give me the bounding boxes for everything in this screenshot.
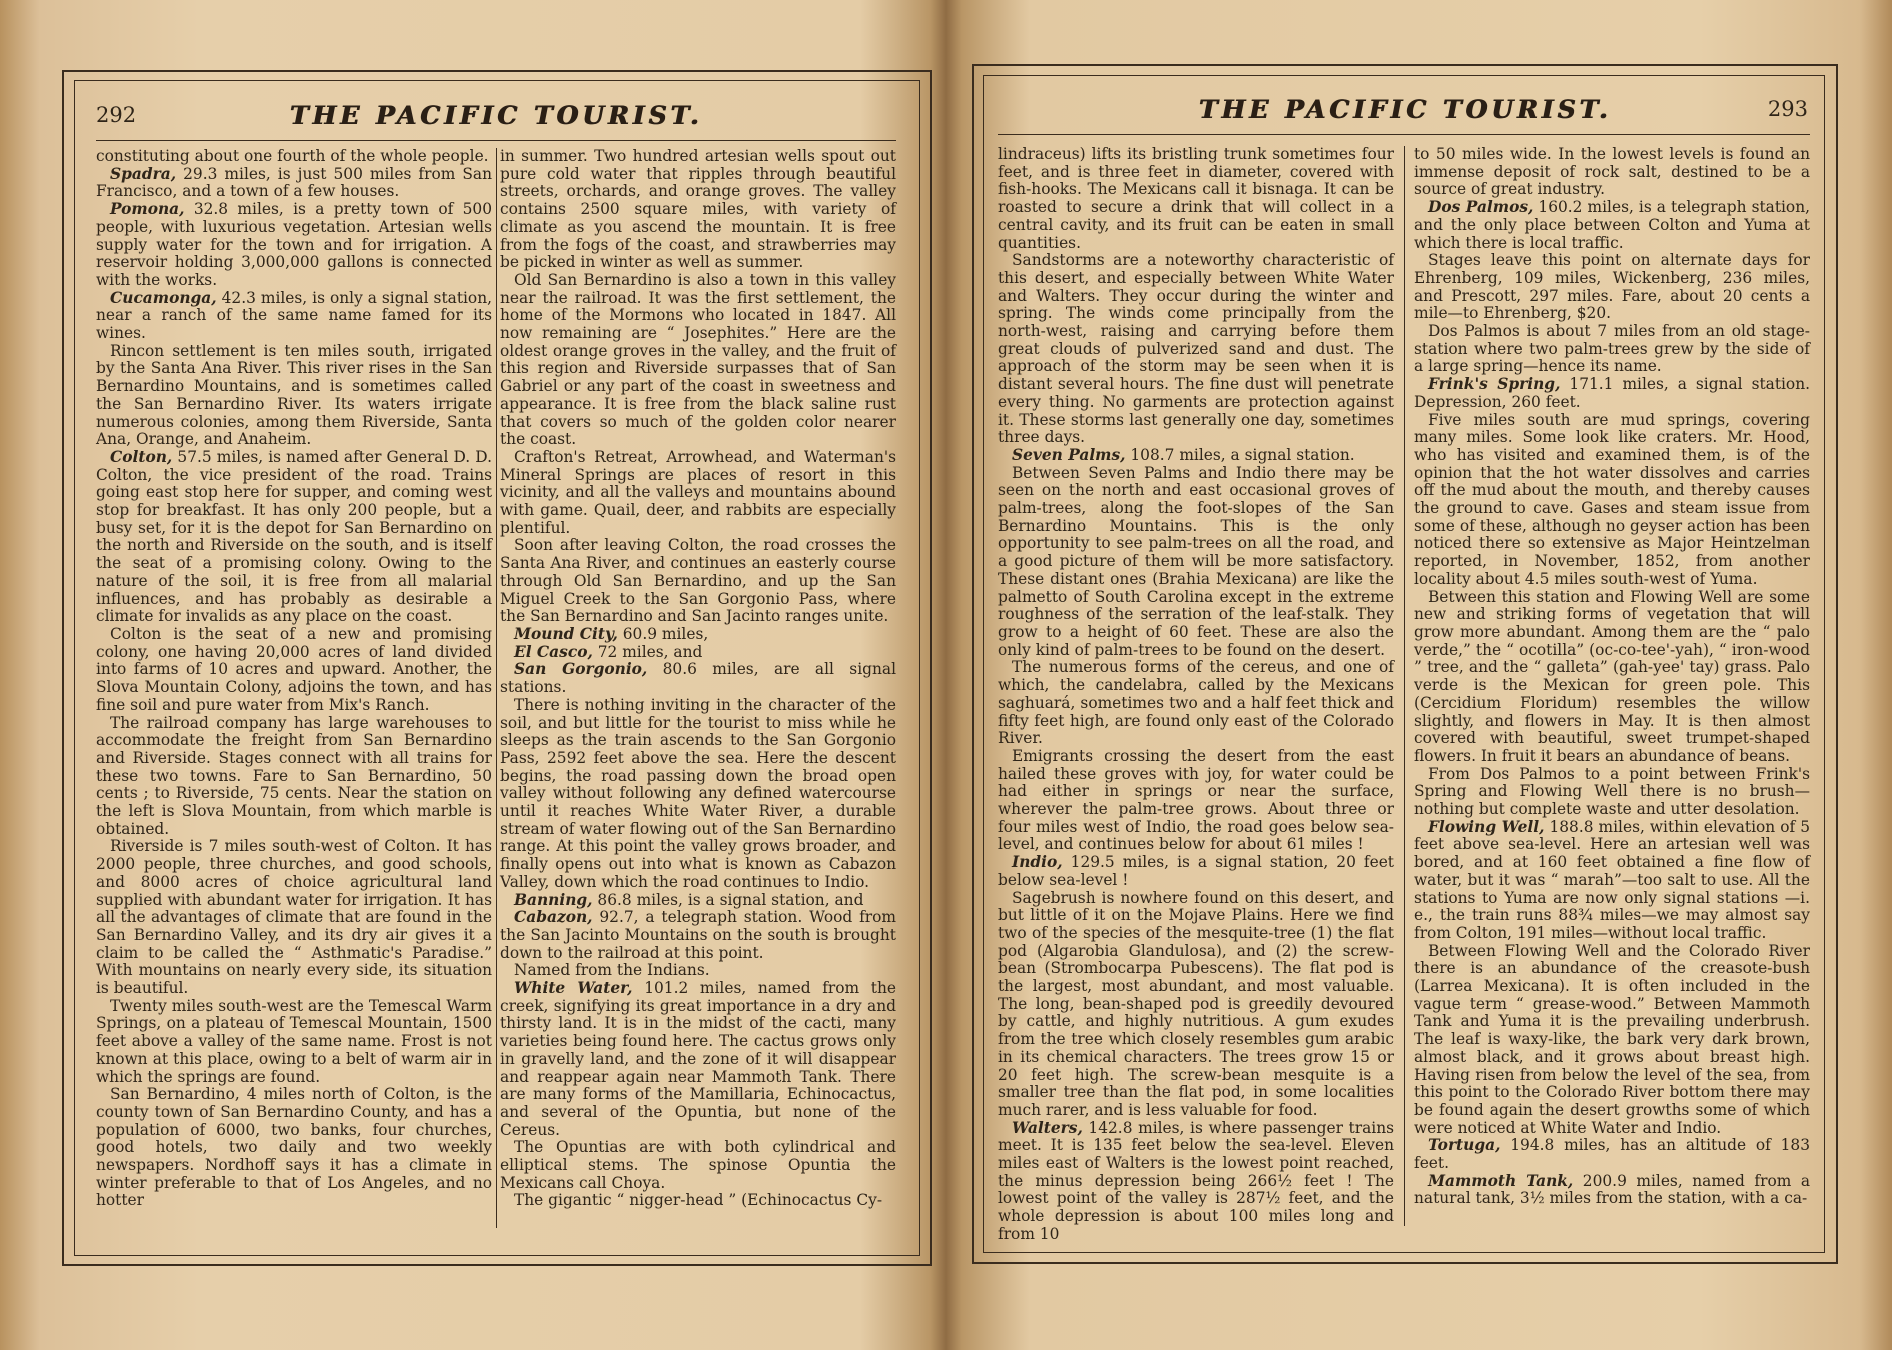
station-name: Cucamonga,: [110, 288, 217, 307]
paragraph: [998, 465, 1394, 660]
station-paragraph: [1414, 1137, 1810, 1172]
station-paragraph: [500, 909, 896, 962]
station-name: Dos Palmos,: [1428, 198, 1534, 217]
station-name: San Gorgonio,: [514, 660, 648, 679]
paragraph-text: 108.7 miles, a signal station.: [1125, 445, 1355, 464]
paragraph: [998, 146, 1394, 252]
paragraph: [96, 715, 492, 839]
station-name: Colton,: [110, 447, 173, 466]
column-divider: [496, 148, 497, 1228]
paragraph-text: Riverside is 7 miles south-west of Colton. It has 2000 people, three churches, and good schools, and 8000 acres of choice agricultural land supplied with abundant water for irrigation. It has all the advantages of climate that are found in the San Bernardino Valley, and its dry air gives it a claim to be called the “ Asthmatic's Paradise.” With mountains on nearly every side, its situation is beautiful.: [96, 837, 492, 998]
paragraph-text: Sagebrush is nowhere found on this desert, and but little of it on the Mojave Plains. Here we find two of the species of the mesquite-tree (1) the flat pod (Algarobia Glandulosa), and (2) the screw-bean (Strombocarpa Pubescens). The flat pod is the largest, most abundant, and most valuable. The long, bean-shaped pod is greedily devoured by cattle, and highly nutritious. A gum exudes from the tree which closely resembles gum arabic in its chemical characters. The trees grow 15 or 20 feet high. The screw-bean mesquite is a smaller tree than the flat pod, in some localities much rarer, and is less valuable for food.: [998, 888, 1394, 1119]
paragraph-text: 80.6 miles, are all signal stations.: [500, 660, 896, 697]
station-paragraph: [500, 644, 896, 662]
station-name: Mammoth Tank,: [1428, 1171, 1574, 1190]
station-paragraph: [500, 980, 896, 1139]
paragraph-text: From Dos Palmos to a point between Frink's Spring and Flowing Well there is no brush—nothing but complete waste and utter desolation.: [1414, 764, 1810, 819]
paragraph-text: 86.8 miles, is a signal station, and: [592, 890, 864, 909]
paragraph-text: lindraceus) lifts its bristling trunk sometimes four feet, and is three feet in diameter, covered with fish-hooks. The Mexicans call it bisnaga. It can be roasted to secure a drink that will collect in a central cavity, and its fruit can be eaten in small quantities.: [998, 145, 1394, 252]
page-header: [1002, 86, 1808, 132]
station-paragraph: [96, 290, 492, 343]
running-title: THE PACIFIC TOURIST.: [289, 100, 703, 130]
header-rule: [998, 134, 1810, 135]
paragraph-text: The Opuntias are with both cylindrical and elliptical stems. The spinose Opuntia the Mexicans call Choya.: [500, 1138, 896, 1192]
paragraph: [96, 998, 492, 1087]
running-title: THE PACIFIC TOURIST.: [1198, 94, 1612, 124]
page-header: [96, 92, 896, 138]
paragraph-text: Soon after leaving Colton, the road crosses the Santa Ana River, and continues an easterly course through Old San Bernardino, and up the San Miguel Creek to the San Gorgonio Pass, where the San Bernardino and San Jacinto ranges unite.: [500, 536, 896, 626]
paragraph-text: to 50 miles wide. In the lowest levels is found an immense deposit of rock salt, destined to be a source of great industry.: [1414, 145, 1810, 199]
paragraph: [1414, 146, 1810, 199]
paragraph-text: 129.5 miles, is a signal station, 20 feet below sea-level !: [998, 853, 1394, 889]
paragraph-text: 92.7, a telegraph station. Wood from the San Jacinto Mountains on the south is brought down to the railroad at this point.: [500, 908, 896, 962]
column-divider: [1404, 146, 1405, 1226]
station-name: El Casco,: [514, 642, 593, 661]
paragraph-text: 194.8 miles, has an altitude of 183 feet.: [1414, 1136, 1810, 1173]
paragraph-text: Crafton's Retreat, Arrowhead, and Waterman's Mineral Springs are places of resort in this vicinity, and all the valleys and mountains abound with game. Quail, deer, and rabbits are especially plentiful.: [500, 447, 896, 537]
station-paragraph: [500, 892, 896, 910]
paragraph: [998, 252, 1394, 447]
station-name: White Water,: [514, 979, 633, 998]
right-page: [946, 0, 1892, 1350]
paragraph-text: 101.2 miles, named from the creek, signifying its great importance in a dry and thirsty land. It is in the midst of the cacti, many varieties being found here. The cactus grows only in gravelly land, and the zone of it will disappear and reappear again near Mammoth Tank. There are many forms of the Mamillaria, Echinocactus, and several of the Opuntia, but none of the Cereus.: [500, 979, 897, 1139]
station-paragraph: [998, 1120, 1394, 1244]
station-name: Indio,: [1012, 853, 1063, 872]
station-name: Cabazon,: [514, 908, 593, 927]
paragraph: [1414, 412, 1810, 589]
paragraph-text: San Bernardino, 4 miles north of Colton, is the county town of San Bernardino County, and has a population of 6000, two banks, four churches, good hotels, two daily and two weekly newspapers. Nordhoff says it has a climate in winter preferable to that of Los Angeles, and no hotter: [96, 1085, 492, 1210]
station-paragraph: [998, 447, 1394, 465]
paragraph-text: Rincon settlement is ten miles south, irrigated by the Santa Ana River. This river rises in the San Bernardino Mountains, and is sometimes called the San Bernardino River. Its waters irrigate numerous colonies, among them Riverside, Santa Ana, Orange, and Anaheim.: [96, 341, 492, 449]
paragraph-text: Dos Palmos is about 7 miles from an old stage-station where two palm-trees grew by the side of a large spring—hence its name.: [1414, 322, 1810, 376]
paragraph-text: 160.2 miles, is a telegraph station, and the only place between Colton and Yuma at which there is local traffic.: [1414, 198, 1811, 252]
station-name: Mound City,: [514, 624, 618, 643]
paragraph: [998, 659, 1394, 748]
paragraph: [500, 449, 896, 538]
paragraph-text: Stages leave this point on alternate days for Ehrenberg, 109 miles, Wickenberg, 236 miles, and Prescott, 297 miles. Fare, about 20 cents a mile—to Ehrenberg, $20.: [1414, 251, 1810, 323]
paragraph-text: Twenty miles south-west are the Temescal Warm Springs, on a plateau of Temescal Mountain, 1500 feet above a valley of the same name. Frost is not known at this place, owing to a belt of warm air in which the springs are found.: [96, 996, 492, 1086]
paragraph: [96, 343, 492, 449]
header-rule: [96, 140, 896, 141]
paragraph-text: 29.3 miles, is just 500 miles from San Francisco, and a town of a few houses.: [96, 164, 492, 201]
paragraph: [96, 626, 492, 715]
paragraph-text: There is nothing inviting in the character of the soil, and but little for the tourist to miss while he sleeps as the train ascends to the San Gorgonio Pass, 2592 feet above the sea. Here the descent begins, the road passing down the broad open valley without following any defined watercourse until it reaches White Water River, a durable stream of water flowing out of the San Bernardino range. At this point the valley grows broader, and finally opens out into what is known as Cabazon Valley, down which the road continues to Indio.: [500, 695, 896, 891]
paragraph-text: Colton is the seat of a new and promising colony, one having 20,000 acres of land divided into farms of 10 acres and upward. Another, the Slova Mountain Colony, adjoins the town, and has fine soil and pure water from Mix's Ranch.: [96, 624, 492, 714]
text-column: [96, 148, 492, 1228]
station-paragraph: [500, 626, 896, 644]
paragraph-text: 200.9 miles, named from a natural tank, 3½ miles from the station, with a ca-: [1414, 1171, 1810, 1208]
station-name: Banning,: [514, 890, 593, 909]
paragraph: [1414, 589, 1810, 766]
paragraph: [500, 1139, 896, 1192]
paragraph: [96, 148, 492, 166]
paragraph-text: constituting about one fourth of the whole people.: [96, 147, 489, 165]
station-paragraph: [96, 449, 492, 626]
station-name: Spadra,: [110, 164, 177, 183]
paragraph-text: Sandstorms are a noteworthy characteristic of this desert, and especially between White Water and Walters. They occur during the winter and spring. The winds come principally from the north-west, raising and carrying before them great clouds of pulverized sand and dust. The approach of the storm may be seen when it is distant several hours. The fine dust will penetrate every thing. No garments are protection against it. These storms last generally one day, sometimes three days.: [998, 251, 1394, 447]
paragraph: [96, 1086, 492, 1210]
paragraph-text: The gigantic “ nigger-head ” (Echinocactus Cy-: [514, 1191, 883, 1210]
paragraph: [500, 272, 896, 449]
paragraph: [500, 537, 896, 626]
paragraph: [96, 838, 492, 997]
paragraph-text: Named from the Indians.: [514, 961, 710, 980]
text-column: [1414, 146, 1810, 1226]
page-number: 293: [1767, 97, 1808, 121]
paragraph: [1414, 943, 1810, 1138]
paragraph: [500, 1192, 896, 1210]
page-number: 292: [96, 103, 137, 127]
paragraph: [500, 697, 896, 892]
station-name: Flowing Well,: [1428, 817, 1545, 836]
station-paragraph: [998, 854, 1394, 889]
paragraph-text: Between this station and Flowing Well are some new and striking forms of vegetation that will grow more abundant. Among them are the “ palo verde,” the “ ocotilla” (oc-co-tee'-yah), “ iron-wood ” tree, and the “ galleta” (gah-yee' tay) grass. Palo verde is the Mexican for green pole. This (Cercidium Floridum) resembles the willow slightly, and flowers in May. It is then almost covered with beautiful, sweet trumpet-shaped flowers. In fruit it bears an abundance of beans.: [1414, 587, 1810, 765]
paragraph-text: 60.9 miles,: [617, 624, 709, 643]
text-column: [998, 145, 1394, 1243]
paragraph: [1414, 766, 1810, 819]
station-paragraph: [1414, 1173, 1810, 1208]
paragraph-text: 142.8 miles, is where passenger trains meet. It is 135 feet below the sea-level. Eleven miles east of Walters is the lowest point reached, the minus depression being 266½ feet ! The lowest point of the valley is 287½ feet, and the whole depression is about 100 miles long and from 10: [998, 1118, 1394, 1243]
station-paragraph: [1414, 199, 1810, 252]
paragraph-text: 188.8 miles, within elevation of 5 feet above sea-level. Here an artesian well was bored, and at 160 feet obtained a fine flow of water, but it was “ marah”—too salt to use. All the stations to Yuma are now only signal stations —i. e., the train runs 88¾ miles—we may almost say from Colton, 191 miles—without local traffic.: [1414, 817, 1810, 942]
text-column: [500, 148, 896, 1228]
paragraph: [1414, 323, 1810, 376]
paragraph-text: The railroad company has large warehouses to accommodate the freight from San Bernardino and Riverside. Stages connect with all trains for these two towns. Fare to San Bernardino, 50 cents ; to Riverside, 75 cents. Near the station on the left is Slova Mountain, from which marble is obtained.: [96, 713, 492, 838]
text-columns: [96, 148, 896, 1228]
station-paragraph: [96, 166, 492, 201]
paragraph: [500, 962, 896, 980]
station-paragraph: [96, 201, 492, 290]
station-name: Tortuga,: [1428, 1136, 1501, 1155]
paragraph-text: 42.3 miles, is only a signal station, near a ranch of the same name famed for its wines.: [96, 288, 492, 343]
paragraph-text: Emigrants crossing the desert from the east hailed these groves with joy, for water could be had either in springs or near the surface, wherever the palm-tree grows. About three or four miles west of Indio, the road goes below sea-level, and continues below for about 61 miles !: [998, 746, 1394, 854]
paragraph-text: Between Flowing Well and the Colorado River there is an abundance of the creasote-bush (Larrea Mexicana). It is often included in the vague term “ grease-wood.” Between Mammoth Tank and Yuma it is the prevailing underbrush. The leaf is waxy-like, the bark very dark brown, almost black, and it grows about breast high. Having risen from below the level of the sea, from this point to the Colorado River bottom there may be found again the desert growths some of which were noticed at White Water and Indio.: [1414, 941, 1810, 1137]
paragraph-text: 32.8 miles, is a pretty town of 500 people, with luxurious vegetation. Artesian wells supply water for the town and for irrigation. A reservoir holding 3,000,000 gallons is connected with the works.: [96, 200, 492, 289]
paragraph: [998, 748, 1394, 854]
station-name: Frink's Spring,: [1428, 375, 1561, 394]
paragraph-text: Between Seven Palms and Indio there may be seen on the north and east occasional groves of palm-trees, along the foot-slopes of the San Bernardino Mountains. This is the only opportunity to see palm-trees on all the road, and a good picture of them will be more satisfactory. These distant ones (Brahia Mexicana) are like the palmetto of South Carolina except in the extreme roughness of the serration of the leaf-stalk. They grow to a height of 60 feet. These are also the only kind of palm-trees to be found on the desert.: [998, 463, 1394, 659]
station-name: Seven Palms,: [1012, 445, 1126, 464]
station-name: Pomona,: [110, 200, 185, 219]
station-name: Walters,: [1012, 1118, 1083, 1137]
paragraph-text: in summer. Two hundred artesian wells spout out pure cold water that ripples through beautiful streets, orchards, and orange groves. The valley contains 2500 square miles, with variety of climate as you ascend the mountain. It is free from the fogs of the coast, and strawberries may be picked in winter as well as summer.: [500, 147, 896, 272]
paragraph-text: 171.1 miles, a signal station. Depression, 260 feet.: [1414, 375, 1811, 411]
station-paragraph: [500, 661, 896, 696]
paragraph: [998, 890, 1394, 1120]
paragraph-text: The numerous forms of the cereus, and one of which, the candelabra, called by the Mexicans saghuará, sometimes two and a half feet thick and fifty feet high, are found only east of the Colorado River.: [998, 658, 1394, 748]
paragraph: [1414, 252, 1810, 323]
paragraph-text: Old San Bernardino is also a town in this valley near the railroad. It was the first settlement, the home of the Mormons who located in 1847. All now remaining are “ Josephites.” Here are the oldest orange groves in the valley, and the fruit of this region and Riverside surpasses that of San Gabriel or any part of the coast in sweetness and appearance. It is free from the black saline rust that covers so much of the golden color nearer the coast.: [500, 270, 896, 449]
paragraph-text: 57.5 miles, is named after General D. D. Colton, the vice president of the road. Trains going east stop here for supper, and coming west stop for breakfast. It has only 200 people, but a busy set, for it is the depot for San Bernardino on the north and Riverside on the south, and is itself the seat of a promising colony. Owing to the nature of the soil, it is free from all malarial influences, and has probably as desirable a climate for invalids as any place on the coast.: [96, 447, 492, 626]
station-paragraph: [1414, 819, 1810, 943]
paragraph-text: 72 miles, and: [592, 642, 703, 661]
paragraph: [500, 148, 896, 272]
paragraph-text: Five miles south are mud springs, covering many miles. Some look like craters. Mr. Hood, who has visited and examined them, is of the opinion that the hot water dissolves and carries off the mud about the mouth, and thereby causes the ground to cave. Gases and steam issue from some of these, although no geyser action has been noticed there so extensive as Major Heintzelman reported, in November, 1852, from another locality about 4.5 miles south-west of Yuma.: [1414, 410, 1810, 588]
station-paragraph: [1414, 376, 1810, 411]
text-columns: [998, 145, 1811, 1243]
